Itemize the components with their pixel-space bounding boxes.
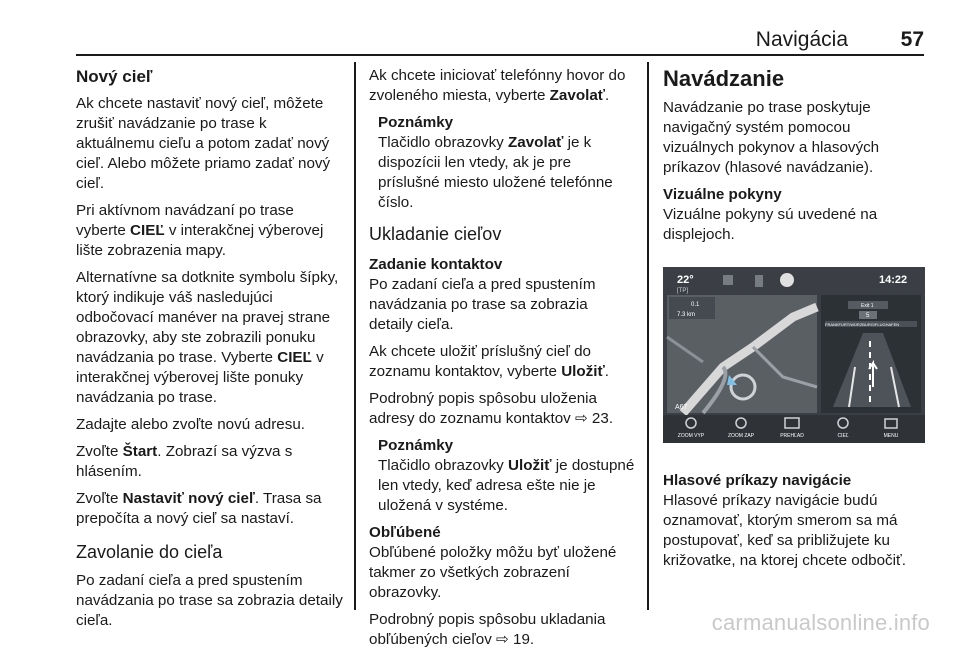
screen-direction: FRANKFURT/WÜRZBURG/FLUGHAFEN: [825, 322, 900, 327]
footer-watermark: carmanualsonline.info: [711, 610, 930, 635]
heading-zavolanie: Zavolanie do cieľa: [76, 542, 223, 562]
paragraph: Po zadaní cieľa a pred spustením navádzania po trase sa zobrazia detaily cieľa.: [76, 572, 343, 629]
page-header: [0, 26, 960, 56]
heading-ukladanie: Ukladanie cieľov: [369, 224, 502, 244]
column-1: [76, 66, 346, 638]
screen-tp: [TP]: [677, 288, 689, 294]
page-number: 57: [900, 28, 924, 51]
note-text: Tlačidlo obrazovky Zavolať je k dispozícii len vtedy, ak je pre príslušné miesto uložené telefónne číslo.: [378, 134, 613, 211]
subheading-zadanie: Zadanie kontaktov: [369, 256, 503, 273]
note-text: Tlačidlo obrazovky Uložiť je dostupné len vtedy, keď adresa ešte nie je uložená v systéme.: [378, 457, 635, 514]
note-block: [378, 436, 635, 516]
paragraph: Po zadaní cieľa a pred spustením navádzania po trase sa zobrazia detaily cieľa.: [369, 276, 596, 333]
column-3: [663, 66, 925, 578]
paragraph: Navádzanie po trase poskytuje navigačný systém pomocou vizuálnych pokynov a hlasových príkazov (hlasové navádzanie).: [663, 99, 880, 176]
btn-destination: CIEĽ: [837, 433, 849, 439]
screen-road: A67: [675, 404, 688, 411]
heading-navadzanie: Navádzanie: [663, 66, 785, 91]
screen-temperature: 22°: [677, 274, 694, 286]
paragraph: Zvoľte Nastaviť nový cieľ. Trasa sa prepočíta a nový cieľ sa nastaví.: [76, 490, 322, 527]
nav-icon: [780, 273, 794, 287]
screen-exit: Exit 1: [861, 303, 874, 309]
screen-exit-number: 5: [866, 313, 870, 319]
header-rule: [76, 54, 924, 56]
phone-icon: [755, 275, 763, 287]
paragraph: Podrobný popis spôsobu ukladania obľúbených cieľov ⇨ 19.: [369, 611, 606, 648]
paragraph: Obľúbené položky môžu byť uložené takmer zo všetkých zobrazení obrazovky.: [369, 544, 617, 601]
subheading-vizualne: Vizuálne pokyny: [663, 186, 782, 203]
music-icon: [723, 275, 733, 285]
navigation-screen: [663, 267, 925, 443]
paragraph: Zadajte alebo zvoľte novú adresu.: [76, 416, 306, 433]
screen-distance-km: 7.3 km: [677, 312, 696, 318]
btn-overview: PREHĽAD: [780, 433, 804, 439]
paragraph: Hlasové príkazy navigácie budú oznamovať, ktorým smerom sa má postupovať, keď sa približujete ku križovatke, na ktorej chcete odbočiť.: [663, 492, 906, 569]
subheading-hlasove: Hlasové príkazy navigácie: [663, 472, 852, 489]
column-divider-2: [647, 62, 649, 610]
paragraph: Vizuálne pokyny sú uvedené na displejoch.: [663, 206, 878, 243]
note-block: [378, 113, 635, 213]
subheading-oblubene: Obľúbené: [369, 524, 441, 541]
paragraph: Ak chcete uložiť príslušný cieľ do zoznamu kontaktov, vyberte Uložiť.: [369, 343, 609, 380]
section-title: Navigácia: [755, 28, 848, 51]
column-divider-1: [354, 62, 356, 610]
note-title: Poznámky: [378, 114, 454, 131]
column-2: [369, 66, 635, 657]
paragraph: Zvoľte Štart. Zobrazí sa výzva s hlásením.: [76, 443, 293, 480]
btn-menu: MENU: [883, 433, 899, 439]
btn-zoom-in: ZOOM ZAP: [727, 433, 755, 439]
paragraph: Alternatívne sa dotknite symbolu šípky, ktorý indikuje váš nasledujúci odbočovací manéver na pravej strane obrazovky, aby ste zobrazili ponuku navádzania po trase. Vyberte CIEĽ v interakčnej výberovej lište ponuky navádzania po trase.: [76, 269, 339, 406]
paragraph: Podrobný popis spôsobu uloženia adresy do zoznamu kontaktov ⇨ 23.: [369, 390, 614, 427]
screen-time: 14:22: [879, 274, 908, 286]
note-title: Poznámky: [378, 437, 454, 454]
navigation-screen-figure: [663, 267, 925, 443]
heading-novy-ciel: Nový cieľ: [76, 67, 153, 86]
paragraph: Ak chcete iniciovať telefónny hovor do zvoleného miesta, vyberte Zavolať.: [369, 67, 626, 104]
btn-zoom-out: ZOOM VYP: [677, 433, 705, 439]
paragraph: Ak chcete nastaviť nový cieľ, môžete zrušiť navádzanie po trase k aktuálnemu cieľu a potom zadať nový cieľ. Alebo môžete priamo zadať nový cieľ.: [76, 95, 331, 192]
screen-distance-top: 0.1: [691, 302, 700, 308]
paragraph: Pri aktívnom navádzaní po trase vyberte CIEĽ v interakčnej výberovej lište zobrazenia mapy.: [76, 202, 324, 259]
